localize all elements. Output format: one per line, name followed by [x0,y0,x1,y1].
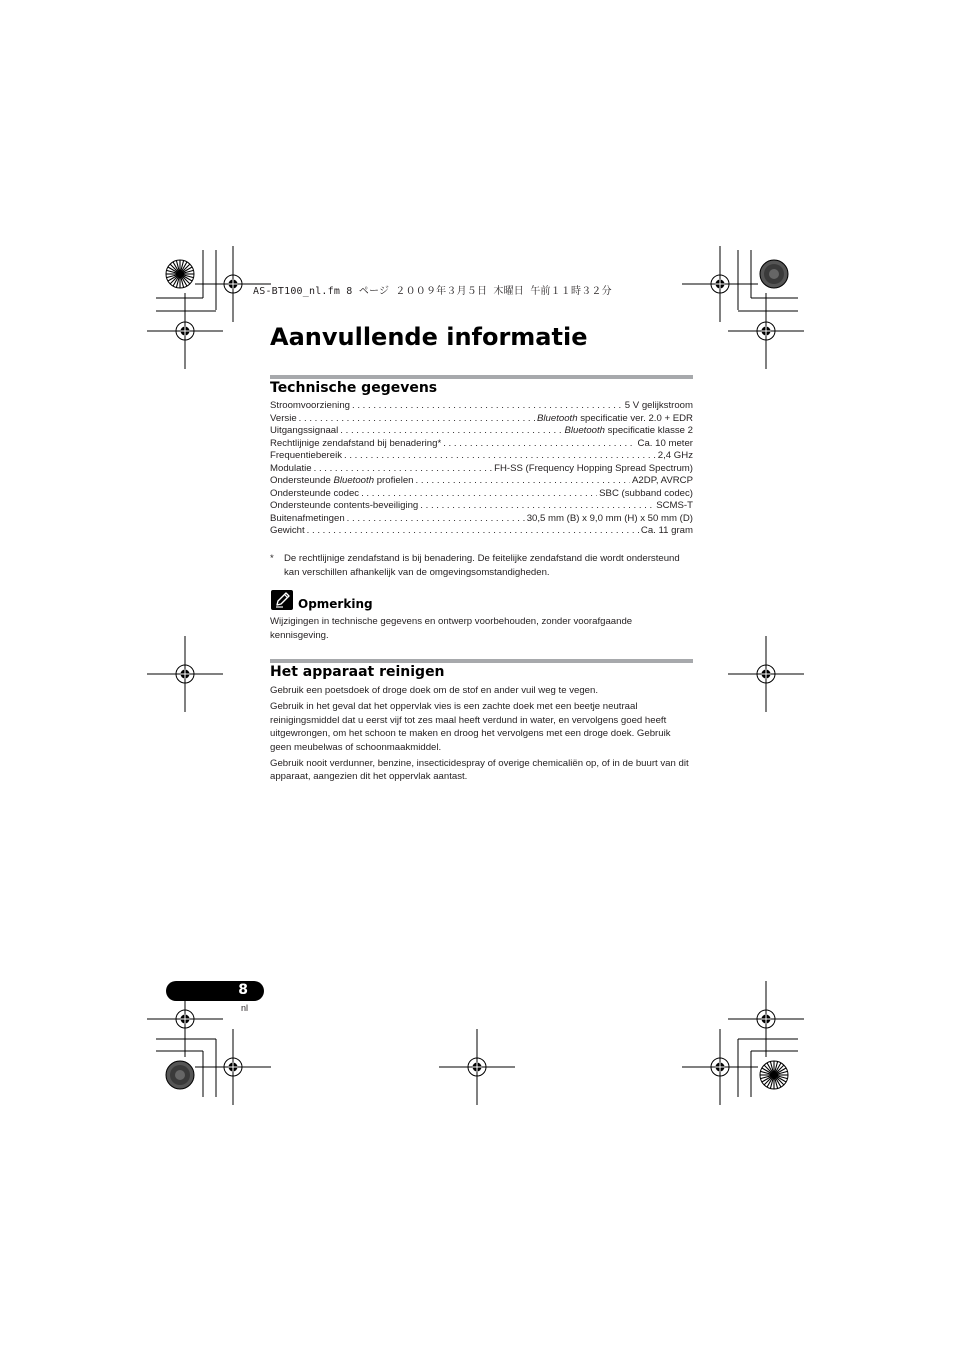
leader-dots [443,438,635,451]
spec-value: Ca. 11 gram [640,525,693,536]
page-number-badge [166,981,264,1001]
leader-dots [307,525,639,538]
spec-value-italic: Bluetooth [564,425,606,436]
footnote-text: De rechtlijnige zendafstand is bij benadering. De feitelijke zendafstand die wordt ondersteund kan verschillen afhankelijk van de omgevingsomstandigheden. [284,553,680,578]
spec-label: Modulatie [270,462,312,474]
spec-value: 5 V gelijkstroom [624,400,693,411]
spec-label [270,475,414,488]
section-title-cleaning: Het apparaat reinigen [270,664,445,680]
pencil-note-icon [271,590,293,610]
spec-label-pre: Ondersteunde [270,475,334,486]
spec-row [270,400,693,413]
spec-label: Versie [270,412,297,424]
spec-value: A2DP, AVRCP [632,475,693,486]
spec-label-text: profielen [374,475,414,486]
spec-value: Ca. 10 meter [637,437,693,449]
spec-label: Gewicht [270,525,305,536]
leader-dots [344,450,656,463]
spec-row [270,488,693,501]
spec-value: 2,4 GHz [657,450,693,461]
spec-row [270,450,693,463]
spec-row [270,525,693,538]
print-header: AS-BT100_nl.fm 8 ページ ２００９年３月５日 木曜日 午前１１時３２分 [253,286,612,297]
section-title-technical: Technische gegevens [270,380,438,396]
spec-label: Ondersteunde contents-beveiliging [270,500,419,511]
leader-dots [352,400,623,413]
spec-label: Buitenafmetingen [270,512,345,524]
page-number: 8 [238,982,248,998]
leader-dots [299,413,535,426]
spec-row [270,425,693,438]
paragraph: Gebruik een poetsdoek of droge doek om de stof en ander vuil weg te vegen. [270,685,599,696]
spec-value: 30,5 mm (B) x 9,0 mm (H) x 50 mm (D) [526,512,693,524]
spec-value [564,425,693,438]
leader-dots [314,463,493,476]
footnote [270,552,693,580]
spec-row [270,438,693,451]
spec-value: SCMS-T [656,500,693,511]
note-title: Opmerking [298,597,373,611]
spec-list [270,400,693,538]
leader-dots [340,425,562,438]
section-rule [270,659,693,663]
spec-label: Ondersteunde codec [270,487,360,499]
leader-dots [416,475,631,488]
note-body: Wijzigingen in technische gegevens en ontwerp voorbehouden, zonder voorafgaande kennisgeving. [270,616,633,641]
spec-value-italic: Bluetooth [537,412,578,424]
cleaning-text [270,684,693,786]
spec-label: Frequentiebereik [270,450,342,461]
spec-row [270,413,693,426]
spec-value-text: specificatie ver. 2.0 + EDR [577,412,693,424]
spec-row [270,500,693,513]
paragraph: Gebruik nooit verdunner, benzine, insecticidespray of overige chemicaliën op, of in de buurt van dit apparaat, aangezien dit het oppervlak aantast. [270,757,689,783]
footnote-marker: * [270,553,274,564]
spec-value: SBC (subband codec) [599,487,693,499]
spec-label: Rechtlijnige zendafstand bij benadering* [270,437,442,449]
spec-row [270,463,693,476]
leader-dots [420,500,654,513]
leader-dots [361,488,597,501]
spec-label-italic: Bluetooth [333,475,375,486]
section-rule [270,375,693,379]
paragraph: Gebruik in het geval dat het oppervlak vies is een zachte doek met een beetje neutraal reinigingsmiddel dat u eerst vijf tot zes maal heeft verdund in water, en vervolgens goed heeft uitgewrongen, om het schoon te maken en droog het vervolgens met een droge doek. Gebruik geen meubelwas of schoonmaakmiddel. [270,700,671,753]
spec-label: Stroomvoorziening [270,400,350,411]
spec-value: FH-SS (Frequency Hopping Spread Spectrum) [494,462,693,474]
page-title: Aanvullende informatie [270,323,588,351]
spec-label: Uitgangssignaal [270,425,339,436]
leader-dots [347,513,525,526]
page-language: nl [240,1003,248,1013]
spec-value-text: specificatie klasse 2 [605,425,693,436]
spec-row [270,513,693,526]
spec-row [270,475,693,488]
spec-value [537,413,693,426]
